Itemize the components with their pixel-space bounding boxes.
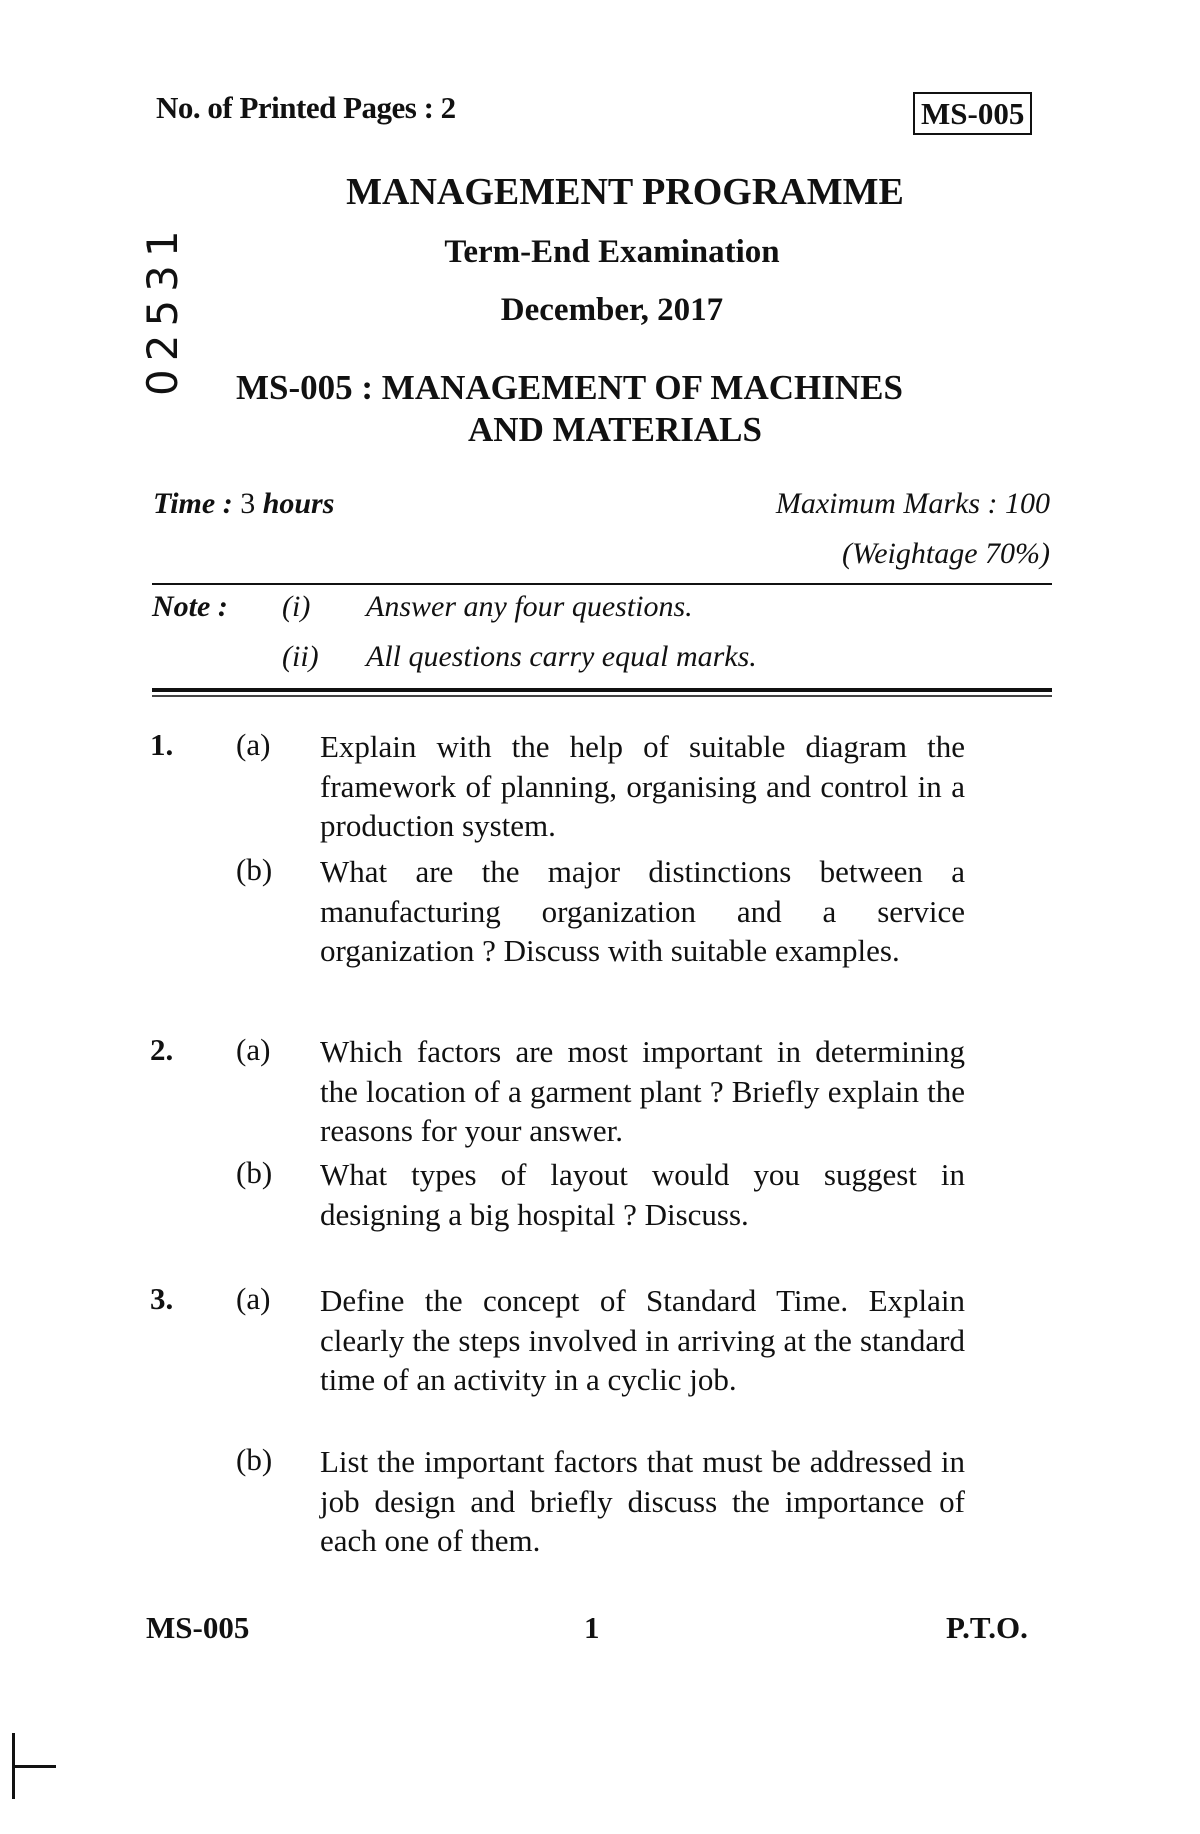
question-part-label: (b) <box>236 1155 273 1190</box>
footer-pto: P.T.O. <box>946 1610 1028 1645</box>
note-label: Note : <box>152 590 228 623</box>
exam-title: Term-End Examination <box>444 234 780 270</box>
time-unit: hours <box>262 487 335 520</box>
printed-pages-count: No. of Printed Pages : 2 <box>156 90 456 125</box>
time-value: 3 <box>240 487 256 520</box>
course-title-line1: MS-005 : MANAGEMENT OF MACHINES <box>236 368 903 407</box>
time-allowed <box>153 487 334 521</box>
course-title-line2: AND MATERIALS <box>468 410 762 449</box>
note-item-text: All questions carry equal marks. <box>366 640 757 673</box>
serial-number-text: 02531 <box>138 222 187 396</box>
maximum-marks: Maximum Marks : 100 <box>775 487 1050 520</box>
exam-session: December, 2017 <box>500 292 724 328</box>
question-number: 1. <box>150 727 174 762</box>
question-part-text: Which factors are most important in determining the location of a garment plant ? Briefly explain the reasons for your answer. <box>320 1034 965 1148</box>
divider-line-thin <box>152 695 1052 697</box>
note-item-number: (ii) <box>282 640 319 673</box>
footer-page-number: 1 <box>584 1610 600 1645</box>
weightage: (Weightage 70%) <box>841 537 1050 570</box>
question-part-label: (a) <box>236 727 271 762</box>
divider-line <box>152 583 1052 585</box>
time-label: Time : <box>153 487 233 520</box>
divider-line-thick <box>152 688 1052 692</box>
question-part-text: What types of layout would you suggest in designing a big hospital ? Discuss. <box>320 1157 965 1232</box>
question-number: 3. <box>150 1281 174 1316</box>
note-item-number: (i) <box>282 590 311 623</box>
question-part-label: (b) <box>236 1442 273 1477</box>
note-item-text: Answer any four questions. <box>366 590 693 623</box>
question-part-text: Explain with the help of suitable diagram the framework of planning, organising and control in a production system. <box>320 729 965 843</box>
footer-paper-code: MS-005 <box>146 1610 250 1645</box>
question-number: 2. <box>150 1032 174 1067</box>
question-part-label: (a) <box>236 1032 271 1067</box>
programme-title: MANAGEMENT PROGRAMME <box>346 171 904 213</box>
paper-code-box: MS-005 <box>913 92 1032 135</box>
question-part-text: List the important factors that must be addressed in job design and briefly discuss the importance of each one of them. <box>320 1444 965 1558</box>
question-part-text: Define the concept of Standard Time. Explain clearly the steps involved in arriving at the standard time of an activity in a cyclic job. <box>320 1283 965 1397</box>
question-part-text: What are the major distinctions between a manufacturing organization and a service organization ? Discuss with suitable examples. <box>320 854 965 968</box>
question-part-label: (b) <box>236 852 273 887</box>
crop-mark-horizontal <box>12 1765 56 1768</box>
question-part-label: (a) <box>236 1281 271 1316</box>
